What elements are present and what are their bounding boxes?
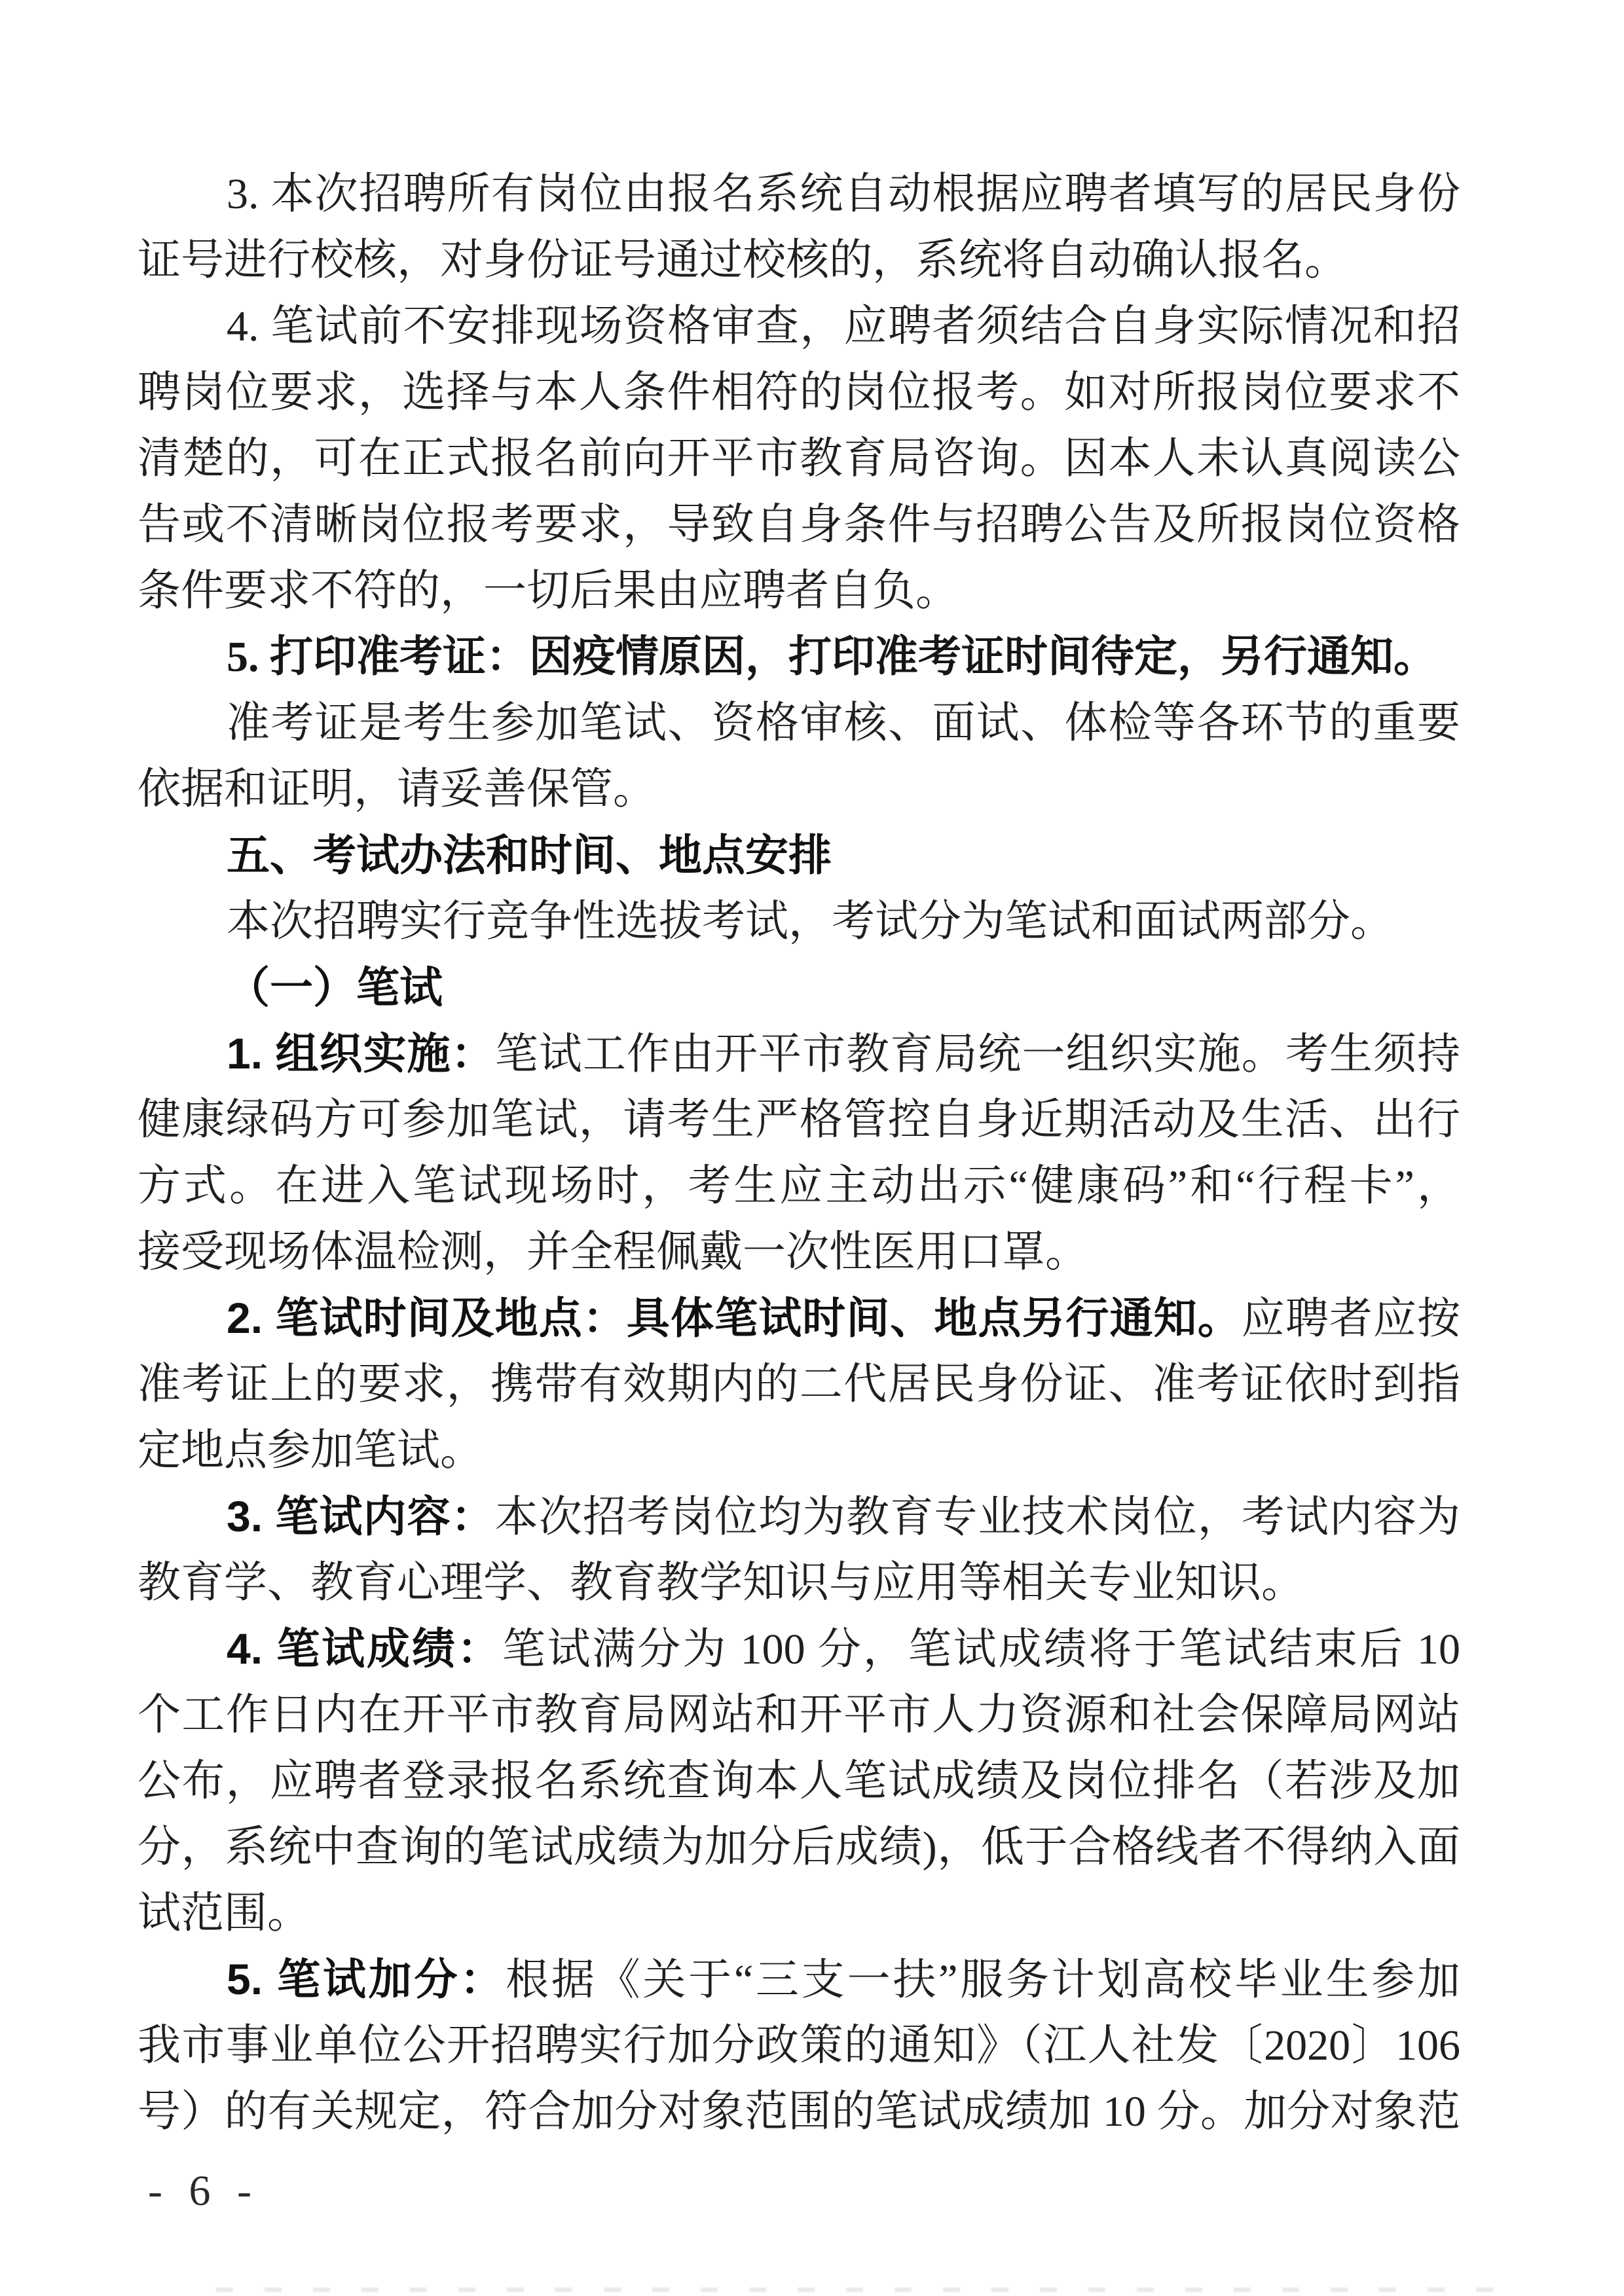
text-run: 分，系统中查询的笔试成绩为加分后成绩)，低于合格线者不得纳入面 — [138, 1823, 1460, 1871]
text-run: 笔试满分为 100 分，笔试成绩将于笔试结束后 10 — [502, 1626, 1461, 1673]
text-run: 接受现场体温检测，并全程佩戴一次性医用口罩。 — [138, 1228, 1088, 1276]
section-heading — [138, 822, 1460, 888]
text-run: 本次招聘实行竞争性选拔考试，考试分为笔试和面试两部分。 — [227, 898, 1393, 945]
text-line — [138, 690, 1460, 756]
text-run: 告或不清晰岗位报考要求，导致自身条件与招聘公告及所报岗位资格 — [138, 501, 1460, 549]
text-run: 条件要求不符的，一切后果由应聘者自负。 — [138, 567, 959, 615]
subsection-heading — [138, 955, 1460, 1021]
text-run: 本次招考岗位均为教育专业技术岗位，考试内容为 — [494, 1493, 1461, 1541]
text-line — [138, 2013, 1460, 2079]
text-line — [138, 1682, 1460, 1748]
item-label-bold: 5. 笔试加分： — [227, 1955, 506, 2003]
text-run: 试范围。 — [138, 1889, 310, 1937]
text-line — [138, 1880, 1460, 1946]
bold-text-run: 5. 打印准考证：因疫情原因，打印准考证时间待定，另行通知。 — [227, 633, 1437, 681]
text-line — [138, 426, 1460, 492]
text-run: 清楚的，可在正式报名前向开平市教育局咨询。因本人未认真阅读公 — [138, 435, 1460, 483]
text-line — [138, 1814, 1460, 1880]
text-line — [138, 293, 1460, 359]
item-label-bold: 1. 组织实施： — [227, 1029, 495, 1078]
text-run: 方式。在进入笔试现场时，考生应主动出示“健康码”和“行程卡”， — [138, 1162, 1460, 1210]
text-run: 应聘者应按 — [1241, 1295, 1461, 1343]
text-line — [138, 1748, 1460, 1814]
text-run: 定地点参加笔试。 — [138, 1427, 483, 1474]
text-line — [138, 359, 1460, 426]
text-line — [138, 756, 1460, 822]
text-run: 我市事业单位公开招聘实行加分政策的通知》（江人社发〔2020〕106 — [138, 2022, 1460, 2069]
text-line — [138, 1616, 1460, 1682]
text-line — [138, 1021, 1460, 1087]
text-run: 笔试工作由开平市教育局统一组织实施。考生须持 — [494, 1030, 1461, 1078]
text-line — [138, 888, 1460, 955]
item-label-bold: 2. 笔试时间及地点：具体笔试时间、地点另行通知。 — [227, 1294, 1242, 1342]
text-run: 根据《关于“三支一扶”服务计划高校毕业生参加 — [506, 1956, 1460, 2004]
text-run: 准考证是考生参加笔试、资格审核、面试、体检等各环节的重要 — [227, 699, 1460, 747]
subsection-heading-text: （一）笔试 — [227, 963, 443, 1011]
text-line — [138, 1153, 1460, 1219]
text-run: 准考证上的要求，携带有效期内的二代居民身份证、准考证依时到指 — [138, 1360, 1460, 1408]
text-line — [138, 227, 1460, 293]
text-run: 证号进行校核，对身份证号通过校核的，系统将自动确认报名。 — [138, 236, 1348, 284]
text-line — [138, 1285, 1460, 1351]
text-run: 依据和证明，请妥善保管。 — [138, 765, 656, 813]
item-label-bold: 4. 笔试成绩： — [227, 1624, 502, 1673]
admit-card-print-line — [138, 624, 1460, 690]
text-line — [138, 1946, 1460, 2013]
text-line — [138, 1417, 1460, 1484]
section-heading-text: 五、考试办法和时间、地点安排 — [227, 831, 832, 879]
text-line — [138, 1219, 1460, 1285]
text-line — [138, 558, 1460, 624]
text-run: 号）的有关规定，符合加分对象范围的笔试成绩加 10 分。加分对象范 — [138, 2088, 1460, 2136]
text-run: 个工作日内在开平市教育局网站和开平市人力资源和社会保障局网站 — [138, 1691, 1460, 1739]
text-run: 公布，应聘者登录报名系统查询本人笔试成绩及岗位排名（若涉及加 — [138, 1757, 1460, 1805]
text-line — [138, 1087, 1460, 1153]
text-line — [138, 161, 1460, 227]
text-line — [138, 1550, 1460, 1616]
text-line — [138, 1484, 1460, 1550]
text-run: 教育学、教育心理学、教育教学知识与应用等相关专业知识。 — [138, 1559, 1304, 1607]
text-run: 健康绿码方可参加笔试，请考生严格管控自身近期活动及生活、出行 — [138, 1096, 1460, 1144]
text-line — [138, 1351, 1460, 1417]
item-label-bold: 3. 笔试内容： — [227, 1492, 495, 1540]
text-run: 3. 本次招聘所有岗位由报名系统自动根据应聘者填写的居民身份 — [227, 170, 1460, 218]
text-line — [138, 2079, 1460, 2145]
text-run: 聘岗位要求，选择与本人条件相符的岗位报考。如对所报岗位要求不 — [138, 369, 1460, 416]
text-run: 4. 笔试前不安排现场资格审查，应聘者须结合自身实际情况和招 — [227, 302, 1460, 350]
page-number: - 6 - — [148, 2167, 251, 2215]
text-line — [138, 492, 1460, 558]
scan-bleed-artifact — [216, 2287, 1500, 2292]
document-body — [138, 161, 1460, 2145]
